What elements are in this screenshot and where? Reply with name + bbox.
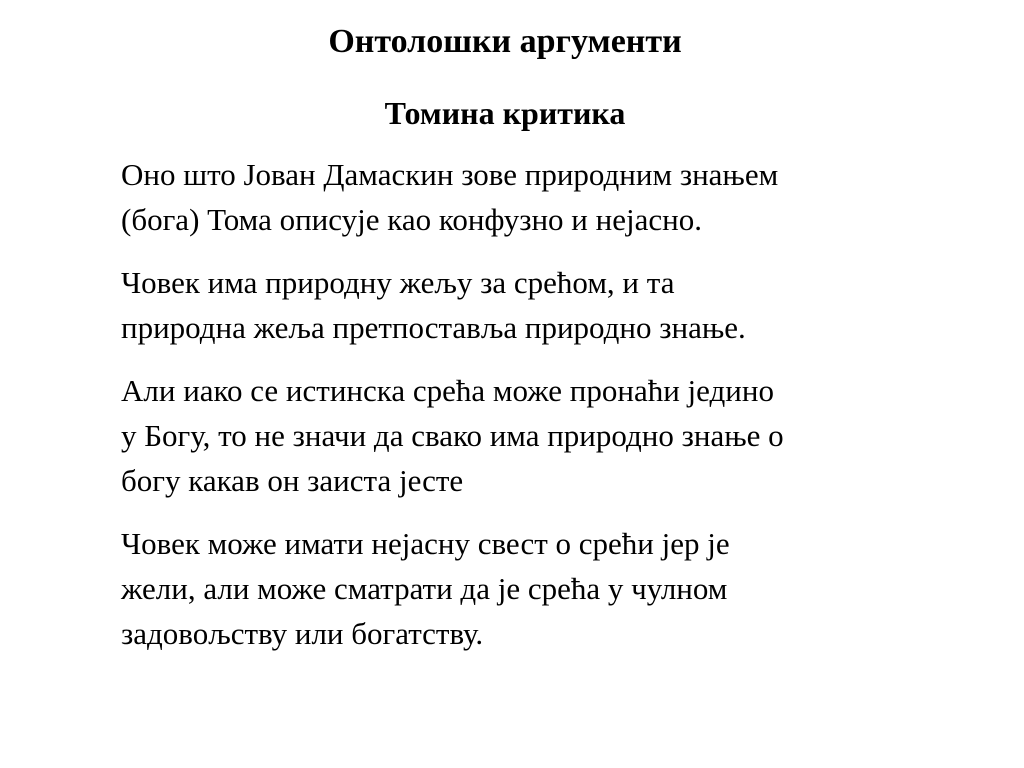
paragraph-line: жели, али може сматрати да је срећа у чулном [121,571,728,606]
paragraph-2 [121,260,921,350]
paragraph-line: задовољству или богатству. [121,616,484,651]
slide-title: Онтолошки аргументи [328,23,682,60]
paragraph-3 [121,368,921,503]
paragraph-line: (бога) Тома описује као конфузно и нејасно. [121,202,702,237]
slide-subtitle: Томина критика [384,95,626,131]
paragraph-1 [121,152,921,242]
paragraph-line: Али иако се истинска срећа може пронаћи једино [121,373,774,408]
paragraph-line: природна жеља претпоставља природно знање. [121,310,746,345]
paragraph-line: богу какав он заиста јесте [121,463,464,498]
paragraph-line: Оно што Јован Дамаскин зове природним знањем [121,157,779,192]
paragraph-line: Човек може имати нејасну свест о срећи јер је [121,526,730,561]
paragraph-line: Човек има природну жељу за срећом, и та [121,265,675,300]
paragraph-line: у Богу, то не значи да свако има природно знање о [121,418,784,453]
slide-body [121,152,921,674]
paragraph-4 [121,521,921,656]
